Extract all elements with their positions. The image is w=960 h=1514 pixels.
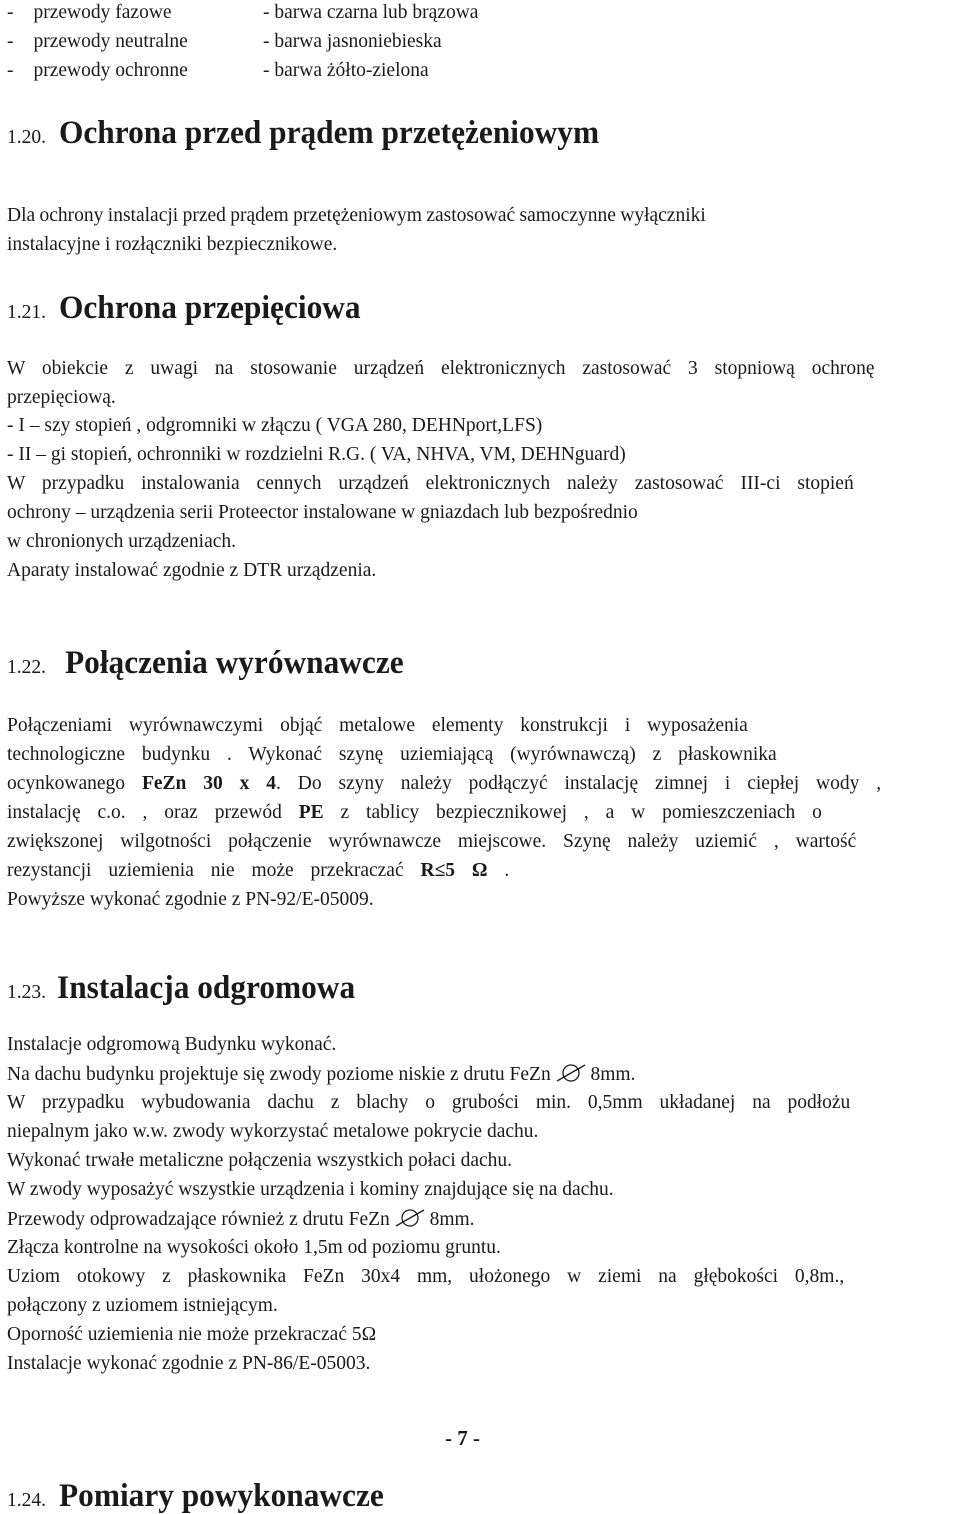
paragraph-line [7,206,957,226]
paragraph-line [7,745,777,765]
text: ocynkowanego [7,773,142,794]
page-number: - 7 - [445,1426,480,1450]
section-number: 1.22. [7,657,46,678]
text: niepalnym jako w.w. zwody wykorzystać metalowe pokrycie dachu. [7,1121,539,1142]
text: W obiekcie z uwagi na stosowanie urządzeń elektronicznych zastosować 3 stopniową ochronę [7,358,875,379]
text: W zwody wyposażyć wszystkie urządzenia i kominy znajdujące się na dachu. [7,1179,614,1200]
text: Wykonać trwałe metaliczne połączenia wszystkich połaci dachu. [7,1150,513,1171]
text: . Do szyny należy podłączyć instalację zimnej i ciepłej wody , [275,773,882,794]
text: Uziom otokowy z płaskownika FeZn 30x4 mm, ułożonego w ziemi na głębokości 0,8m., [7,1266,845,1287]
paragraph-line [7,1296,278,1316]
material-spec: FeZn 30 x 4 [141,773,276,794]
paragraph-line [7,803,822,823]
wire-color-row [7,31,442,52]
text: Aparaty instalować zgodnie z DTR urządzenia. [7,560,377,581]
text: ochrony – urządzenia serii Proteector instalowane w gniazdach lub bezpośrednio [7,502,638,523]
text: Instalacje wykonać zgodnie z PN-86/E-05003. [7,1353,371,1374]
paragraph-line [7,1354,370,1374]
text: - I – szy stopień , odgromniki w złączu ( VGA 280, DEHNport,LFS) [7,415,543,436]
text: Złącza kontrolne na wysokości około 1,5m od poziomu gruntu. [7,1237,501,1258]
paragraph-line [7,503,638,523]
text: w chronionych urządzeniach. [7,531,237,552]
paragraph-line [7,1325,376,1345]
wire-color: - barwa żółto-zielona [263,60,429,81]
paragraph-line [7,1093,850,1113]
paragraph-line [7,561,376,581]
section-heading-1-22 [7,647,421,680]
paragraph-line [7,861,509,881]
section-heading-1-24 [7,1480,401,1513]
list-dash: - [7,31,14,52]
text: - II – gi stopień, ochronniki w rozdzielni R.G. ( VA, NHVA, VM, DEHNguard) [7,444,626,465]
section-number: 1.23. [7,982,46,1003]
paragraph-line [7,832,856,852]
text: instalacyjne i rozłączniki bezpiecznikowe. [7,234,338,255]
section-title: Połączenia wyrównawcze [64,645,404,681]
section-heading-1-23 [7,972,371,1005]
text: Na dachu budynku projektuje się zwody poziome niskie z drutu FeZn [7,1064,551,1085]
paragraph-line [7,1151,512,1171]
paragraph-line [7,1122,538,1142]
text: rezystancji uziemienia nie może przekraczać [7,860,421,881]
paragraph-line [7,774,881,794]
text: połączony z uziomem istniejącym. [7,1295,278,1316]
pe-conductor: PE [298,802,324,823]
section-title: Instalacja odgromowa [56,970,355,1006]
text: Powyższe wykonać zgodnie z PN-92/E-05009. [7,889,374,910]
section-heading-1-21 [7,292,376,325]
text: W przypadku wybudowania dachu z blachy o grubości min. 0,5mm układanej na podłożu [7,1092,851,1113]
text: 8mm. [429,1209,475,1230]
paragraph-line [7,445,626,465]
paragraph-line [7,716,748,736]
text: Oporność uziemienia nie może przekraczać 5Ω [7,1324,377,1345]
diameter-icon [395,1209,425,1227]
paragraph-line [7,890,374,910]
paragraph-line [7,1064,635,1085]
section-title: Pomiary powykonawcze [58,1478,384,1514]
text: . [487,860,510,881]
text: Instalacje odgromową Budynku wykonać. [7,1034,337,1055]
section-title: Ochrona przepięciowa [58,290,361,326]
paragraph-line [7,474,854,494]
text: Połączeniami wyrównawczymi objąć metalowe elementy konstrukcji i wyposażenia [7,715,748,736]
paragraph-line [7,1238,501,1258]
paragraph-line [7,388,116,408]
section-number: 1.24. [7,1490,46,1511]
text: technologiczne budynku . Wykonać szynę uziemiającą (wyrównawczą) z płaskownika [7,744,777,765]
text: z tablicy bezpiecznikowej , a w pomieszczeniach o [323,802,822,823]
text: zwiększonej wilgotności połączenie wyrównawcze miejscowe. Szynę należy uziemić , wartość [7,831,857,852]
wire-color-row [7,60,429,81]
section-number: 1.20. [7,127,46,148]
paragraph-line [7,532,236,552]
list-dash: - [7,60,14,81]
paragraph-line [7,359,875,379]
wire-color: - barwa jasnoniebieska [263,31,442,52]
text: Przewody odprowadzające również z drutu FeZn [7,1209,390,1230]
section-number: 1.21. [7,302,46,323]
section-heading-1-20 [7,117,627,150]
text: Dla ochrony instalacji przed prądem przetężeniowym zastosować samoczynne wyłączniki [7,205,706,226]
paragraph-line [7,416,542,436]
wire-color-row [7,2,479,23]
list-dash: - [7,2,14,23]
paragraph-line [7,1267,844,1287]
section-title: Ochrona przed prądem przetężeniowym [58,115,599,151]
text: W przypadku instalowania cennych urządzeń elektronicznych należy zastosować III-ci stopień [7,473,854,494]
text: przepięciową. [7,387,116,408]
wire-color: - barwa czarna lub brązowa [263,2,479,23]
wire-type: przewody fazowe [33,2,172,23]
paragraph-line [7,1209,475,1230]
paragraph-line [7,1035,336,1055]
text: 8mm. [590,1064,636,1085]
diameter-icon [556,1064,586,1082]
wire-type: przewody ochronne [33,60,188,81]
paragraph-line [7,1180,614,1200]
wire-type: przewody neutralne [33,31,188,52]
paragraph-line [7,235,337,255]
resistance-limit: R≤5 Ω [420,860,488,881]
text: instalację c.o. , oraz przewód [7,802,299,823]
